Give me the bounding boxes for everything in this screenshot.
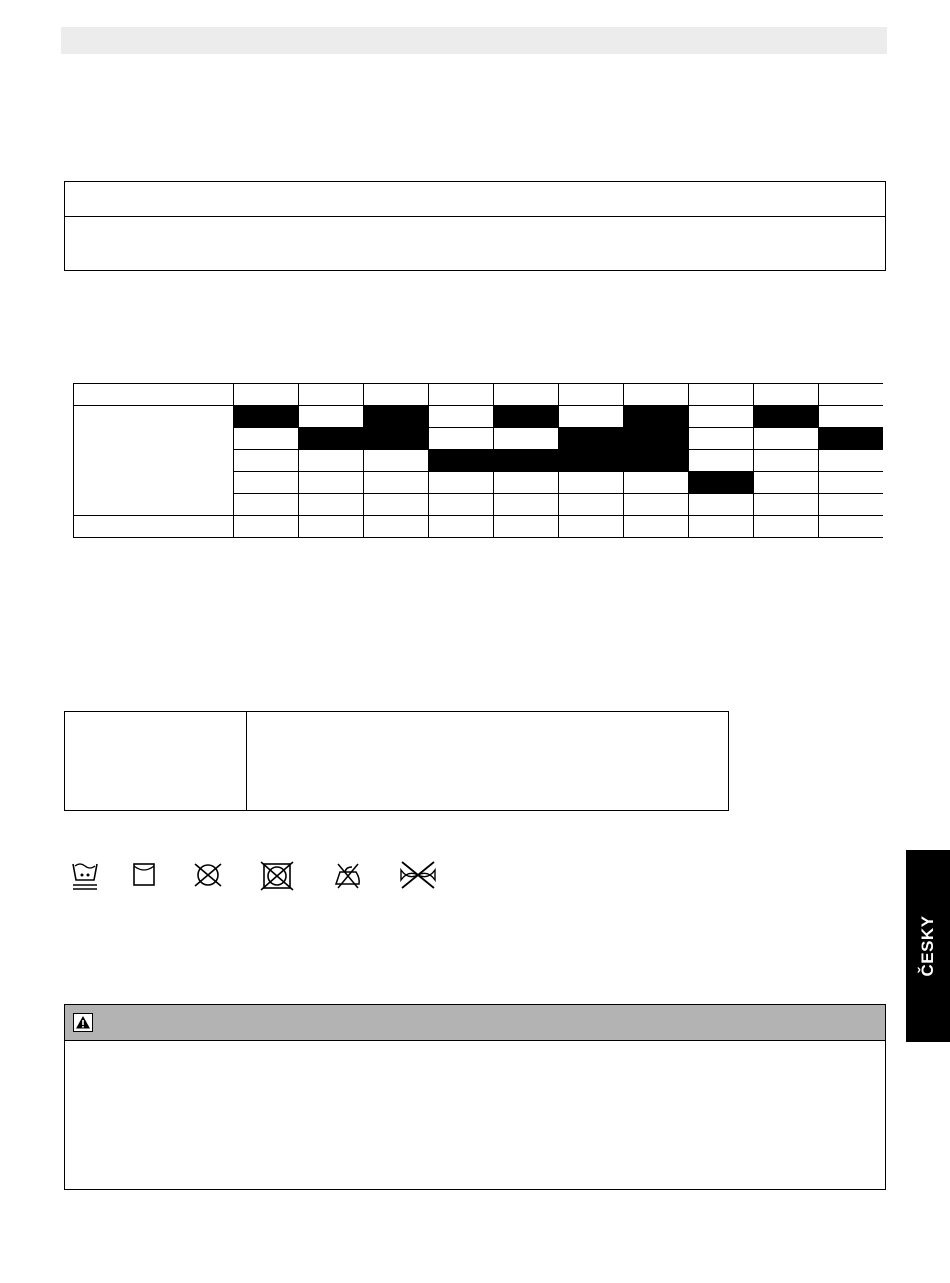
info-box [64, 181, 886, 271]
matrix-row [74, 516, 884, 538]
matrix-row-label [74, 516, 234, 538]
matrix-cell [364, 450, 429, 472]
matrix-cell [754, 516, 819, 538]
matrix-cell [299, 516, 364, 538]
matrix-cell [234, 472, 299, 494]
matrix-cell-filled [364, 406, 429, 428]
matrix-cell-filled [754, 406, 819, 428]
info-box-divider [65, 216, 885, 217]
matrix-cell [819, 516, 884, 538]
matrix-cell [689, 494, 754, 516]
matrix-cell [624, 516, 689, 538]
matrix-row-label [74, 406, 234, 516]
matrix-cell-filled [494, 450, 559, 472]
no-tumble-dry-icon [260, 860, 294, 892]
matrix-cell [819, 494, 884, 516]
warning-box [64, 1004, 886, 1190]
matrix-cell [819, 406, 884, 428]
matrix-cell [234, 384, 299, 406]
matrix-cell [559, 384, 624, 406]
matrix-cell [689, 384, 754, 406]
matrix-cell [364, 516, 429, 538]
matrix-cell-filled [234, 406, 299, 428]
matrix-cell [429, 494, 494, 516]
matrix-cell [689, 406, 754, 428]
matrix-cell-filled [624, 450, 689, 472]
matrix-cell-filled [689, 472, 754, 494]
matrix-cell [364, 494, 429, 516]
warning-header [65, 1005, 885, 1041]
wash-30-gentle-icon [70, 860, 100, 892]
matrix-cell [559, 516, 624, 538]
matrix-cell-filled [364, 428, 429, 450]
matrix-cell [689, 516, 754, 538]
matrix-cell [494, 472, 559, 494]
matrix-row-label [74, 384, 234, 406]
matrix-cell [299, 494, 364, 516]
matrix-cell [494, 428, 559, 450]
matrix-cell-filled [494, 406, 559, 428]
matrix-cell [429, 516, 494, 538]
no-dry-clean-icon [192, 860, 224, 890]
header-bar [61, 27, 887, 54]
warning-triangle-icon [73, 1013, 93, 1032]
care-symbols [70, 860, 450, 900]
matrix-cell [364, 472, 429, 494]
matrix-cell [364, 384, 429, 406]
matrix-row [74, 406, 884, 428]
matrix-cell [754, 428, 819, 450]
matrix-cell [754, 384, 819, 406]
language-tab-label: ČESKY [918, 915, 937, 977]
matrix-cell [624, 494, 689, 516]
matrix-cell [689, 428, 754, 450]
matrix-cell [624, 384, 689, 406]
spec-box [64, 711, 729, 811]
matrix-cell [429, 406, 494, 428]
matrix-cell [234, 428, 299, 450]
matrix-cell [234, 450, 299, 472]
matrix-cell-filled [624, 428, 689, 450]
matrix-cell [299, 472, 364, 494]
matrix-cell [299, 450, 364, 472]
matrix-cell [494, 494, 559, 516]
matrix-cell [559, 406, 624, 428]
no-wring-icon [398, 860, 438, 890]
matrix-cell [299, 384, 364, 406]
matrix-cell [429, 428, 494, 450]
matrix-cell-filled [559, 428, 624, 450]
matrix-cell-filled [624, 406, 689, 428]
matrix-cell [819, 450, 884, 472]
matrix-cell [299, 406, 364, 428]
matrix-cell-filled [819, 428, 884, 450]
matrix-cell [819, 472, 884, 494]
language-tab [906, 850, 950, 1042]
matrix-cell [429, 384, 494, 406]
matrix-row [74, 384, 884, 406]
matrix-cell [234, 494, 299, 516]
no-iron-icon [332, 860, 364, 890]
matrix-cell [234, 516, 299, 538]
matrix-cell [624, 472, 689, 494]
matrix-cell-filled [299, 428, 364, 450]
dry-icon [132, 860, 158, 888]
matrix-cell [559, 494, 624, 516]
matrix-cell [494, 516, 559, 538]
matrix-cell [819, 384, 884, 406]
matrix-cell-filled [429, 450, 494, 472]
spec-box-divider [246, 712, 247, 810]
matrix-cell [559, 472, 624, 494]
setting-matrix [73, 383, 883, 538]
matrix-cell [494, 384, 559, 406]
matrix-cell [754, 450, 819, 472]
matrix-cell [754, 472, 819, 494]
matrix-cell-filled [559, 450, 624, 472]
matrix-cell [754, 494, 819, 516]
matrix-cell [429, 472, 494, 494]
matrix-cell [689, 450, 754, 472]
